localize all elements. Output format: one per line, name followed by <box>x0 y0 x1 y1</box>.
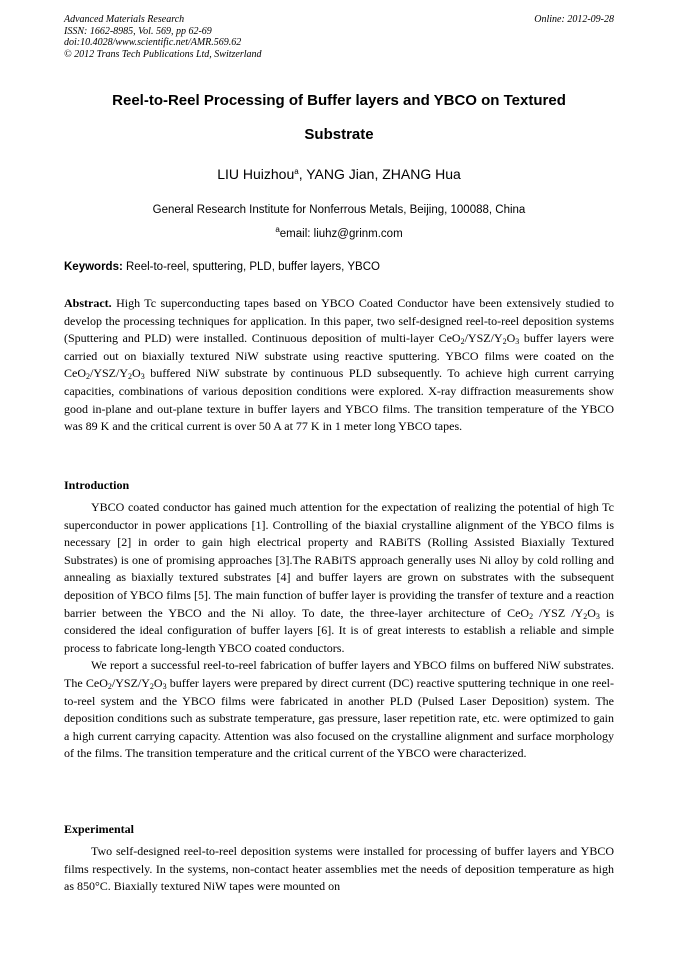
subscript: 3 <box>515 337 520 347</box>
email-text: email: liuhz@grinm.com <box>279 228 403 240</box>
subscript: 3 <box>140 372 145 382</box>
experimental-heading: Experimental <box>64 822 134 836</box>
subscript: 2 <box>107 681 112 691</box>
abstract-text: /YSZ/Y <box>90 366 129 381</box>
subscript: 2 <box>529 611 534 621</box>
subscript: 3 <box>595 611 600 621</box>
intro-text: We report a successful reel-to-reel fabrication of buffer layers and YBCO films on buffered NiW substrates. The CeO <box>64 658 614 690</box>
email-affil-mark: a <box>275 225 280 234</box>
paper-title-line-2: Substrate <box>304 126 374 143</box>
abstract-text: buffered NiW substrate by continuous PLD subsequently. To achieve high current carrying capacities, combinations of various deposition conditions were explored. X-ray diffraction measurements show good in-plane and out-plane texture in buffer layers and YBCO films. The transition temperature of the YBCO was 89 K and the critical current is over 50 A at 77 K in 1 meter long YBCO tapes. <box>64 366 614 434</box>
introduction-paragraph-1 <box>64 499 614 657</box>
online-date: Online: 2012-09-28 <box>534 14 614 25</box>
introduction-heading: Introduction <box>64 478 130 492</box>
introduction-paragraph-2 <box>64 657 614 763</box>
subscript: 2 <box>583 611 588 621</box>
experimental-body <box>64 843 614 896</box>
journal-doi: doi:10.4028/www.scientific.net/AMR.569.62 <box>64 37 242 48</box>
subscript: 2 <box>149 681 154 691</box>
intro-text: /YSZ /Y <box>533 605 584 620</box>
abstract-text: O <box>506 331 516 346</box>
abstract-paragraph <box>64 295 614 436</box>
intro-text: O <box>587 605 596 620</box>
author-1-affil-mark: a <box>294 167 299 176</box>
abstract-text: High Tc superconducting tapes based on YBCO Coated Conductor have been extensively studied to develop the processing techniques for application. In this paper, two self-designed reel-to-reel deposition systems (Sputtering and PLD) were installed. Continuous deposition of multi-layer CeO <box>64 296 614 346</box>
introduction-body <box>64 499 614 763</box>
subscript: 2 <box>460 337 465 347</box>
journal-copyright: © 2012 Trans Tech Publications Ltd, Switzerland <box>64 48 262 60</box>
journal-name: Advanced Materials Research <box>64 14 185 25</box>
author-list <box>64 166 614 182</box>
abstract <box>64 295 614 436</box>
subscript: 2 <box>128 372 133 382</box>
abstract-text: O <box>132 366 141 381</box>
experimental-paragraph-1: Two self-designed reel-to-reel deposition systems were installed for processing of buffer layers and YBCO films respectively. In the systems, non-contact heater assemblies met the needs of deposition temperature as high as 850°C. Biaxially textured NiW tapes were mounted on <box>64 844 614 894</box>
author-1: LIU Huizhou <box>217 166 295 182</box>
journal-issn: ISSN: 1662-8985, Vol. 569, pp 62-69 <box>64 25 212 37</box>
abstract-label: Abstract. <box>64 296 112 310</box>
paper-title-line-1: Reel-to-Reel Processing of Buffer layers and YBCO on Textured <box>112 92 566 109</box>
subscript: 2 <box>86 372 90 382</box>
intro-text: buffer layers were prepared by direct current (DC) reactive sputtering technique in one reel-to-reel system and the YBCO films were fabricated in another PLD (Pulsed Laser Deposition) system. The deposition conditions such as substrate temperature, gas pressure, laser repetition rate, etc. were optimized to gain a high current carrying capacity. Attention was also focused on the crystalline alignment and surface morphology of the films. The transition temperature and the critical current of the YBCO were characterized. <box>64 675 614 761</box>
intro-text: O <box>153 675 163 690</box>
subscript: 2 <box>502 337 507 347</box>
intro-text: YBCO coated conductor has gained much attention for the expectation of realizing the potential of high Tc superconductor in power applications [1]. Controlling of the biaxial crystalline alignment of the YBCO films is necessary [2] in order to gain high electrical property and RABiTS (Rolling Assisted Biaxially Textured Substrates) is one of promising approaches [3].The RABiTS approach generally uses Ni alloy by cold rolling and annealing as biaxially textured substrates [4] and buffer layers are grown on substrates with the subsequent deposition of YBCO films [5]. The main function of buffer layer is providing the transfer of texture and a reaction barrier between the YBCO and the Ni alloy. To date, the three-layer architecture of CeO <box>64 500 614 620</box>
journal-header <box>64 14 262 60</box>
intro-text: is considered the ideal configuration of buffer layers [6]. It is of great interests to establish a reliable and simple process to fabricate long-length YBCO coated conductors. <box>64 605 614 655</box>
abstract-text: /YSZ/Y <box>464 331 503 346</box>
keywords <box>64 261 614 273</box>
keywords-text: Reel-to-reel, sputtering, PLD, buffer layers, YBCO <box>122 261 380 273</box>
subscript: 3 <box>162 681 167 691</box>
abstract-text: buffer layers were carried out on biaxially textured NiW substrate using reactive sputtering. YBCO films were coated on the CeO <box>64 331 614 381</box>
affiliation: General Research Institute for Nonferrous Metals, Beijing, 100088, China <box>152 204 526 216</box>
other-authors: , YANG Jian, ZHANG Hua <box>298 166 461 182</box>
keywords-label: Keywords: <box>64 261 123 273</box>
email-line <box>64 225 614 240</box>
intro-text: /YSZ/Y <box>111 675 150 690</box>
